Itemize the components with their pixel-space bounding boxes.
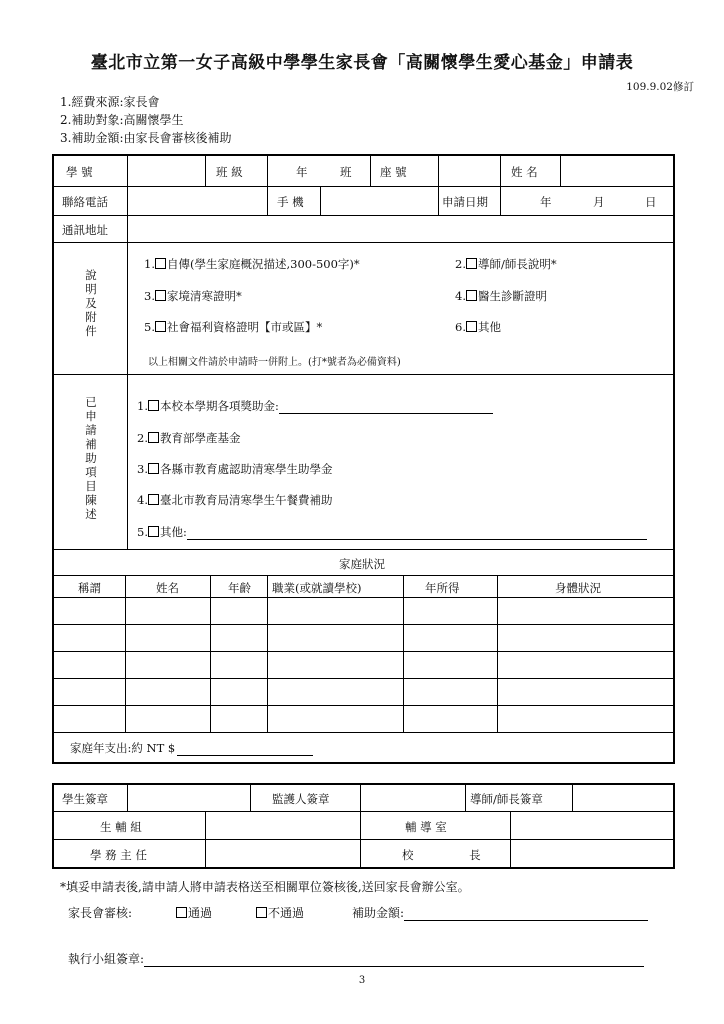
review-fail-checkbox[interactable]: 不通過 [256,904,304,921]
footer-instruction: *填妥申請表後,請申請人將申請表格送至相關單位簽核後,送回家長會辦公室。 [60,880,470,894]
subsidy-item-3[interactable]: 3. 各縣市教育處認助清寒學生助學金 [137,462,333,476]
info-line-1: 1.經費來源:家長會 [60,95,160,109]
mobile-field[interactable] [321,187,437,214]
subsidy-item-1[interactable]: 1. 本校本學期各項獎助金: [137,398,493,414]
subsidy-item-2[interactable]: 2. 教育部學產基金 [137,431,241,445]
principal-label: 校 長 [402,848,507,862]
attachment-item-6[interactable]: 6. 其他 [455,320,501,334]
family-col-occupation: 職業(或就讀學校) [272,581,362,595]
attachment-item-3[interactable]: 3. 家境清寒證明* [144,289,242,303]
family-col-relation: 稱謂 [78,581,101,595]
guardian-sign-label: 監護人簽章 [272,792,330,806]
application-table [52,154,675,764]
family-col-age: 年齡 [228,581,251,595]
class-year-label: 年 [296,165,308,179]
attachment-item-5[interactable]: 5. 社會福利資格證明【市或區】* [144,320,323,334]
family-col-name: 姓名 [156,581,179,595]
exec-sign[interactable]: 執行小組簽章: [68,950,644,967]
life-guidance-label: 生 輔 組 [100,820,142,834]
seat-label: 座 號 [380,165,407,179]
subsidy-amount[interactable]: 補助金額: [352,904,648,921]
review-pass-checkbox[interactable]: 通過 [176,904,212,921]
date-month: 月 [593,195,605,209]
info-line-3: 3.補助金額:由家長會審核後補助 [60,131,232,145]
student-sign-label: 學生簽章 [62,792,108,806]
attachment-item-2[interactable]: 2. 導師/師長說明* [455,257,557,271]
academic-director-label: 學 務 主 任 [90,848,147,862]
attachment-item-4[interactable]: 4. 醫生診斷證明 [455,289,547,303]
family-col-health: 身體狀況 [555,581,601,595]
phone-field[interactable] [128,187,266,214]
phone-label: 聯絡電話 [62,195,108,209]
form-title: 臺北市立第一女子高級中學學生家長會「高關懷學生愛心基金」申請表 [90,53,634,73]
attachment-item-1[interactable]: 1. 自傳(學生家庭概況描述,300-500字)* [144,257,360,271]
class-ban-label: 班 [340,165,352,179]
date-year: 年 [540,195,552,209]
family-col-income: 年所得 [425,581,460,595]
review-label: 家長會審核: [68,906,133,920]
class-label: 班 級 [216,165,243,179]
revision-date: 109.9.02修訂 [626,81,694,93]
info-line-2: 2.補助對象:高關懷學生 [60,113,184,127]
address-label: 通訊地址 [62,223,108,237]
date-day: 日 [645,195,657,209]
family-title: 家庭狀況 [339,557,385,571]
mobile-label: 手 機 [277,195,304,209]
student-no-label: 學 號 [66,165,93,179]
counseling-label: 輔 導 室 [405,820,447,834]
subsidy-item-4[interactable]: 4. 臺北市教育局清寒學生午餐費補助 [137,493,333,507]
attachment-note: 以上相關文件請於申請時一併附上。(打*號者為必備資料) [148,357,401,368]
teacher-sign-label: 導師/師長簽章 [470,792,543,806]
attachments-side-label: 說 明 及 附 件 [85,268,97,338]
address-field[interactable] [128,216,673,241]
name-field[interactable] [561,156,673,185]
annual-expense[interactable]: 家庭年支出:約 NT $ [70,740,313,756]
student-no-field[interactable] [128,156,204,185]
page-number: 3 [358,975,366,986]
name-label: 姓 名 [511,165,538,179]
apply-date-label: 申請日期 [442,195,488,209]
subsidy-item-5[interactable]: 5. 其他: [137,524,647,540]
subsidy-side-label: 已 申 請 補 助 項 目 陳 述 [85,395,97,521]
